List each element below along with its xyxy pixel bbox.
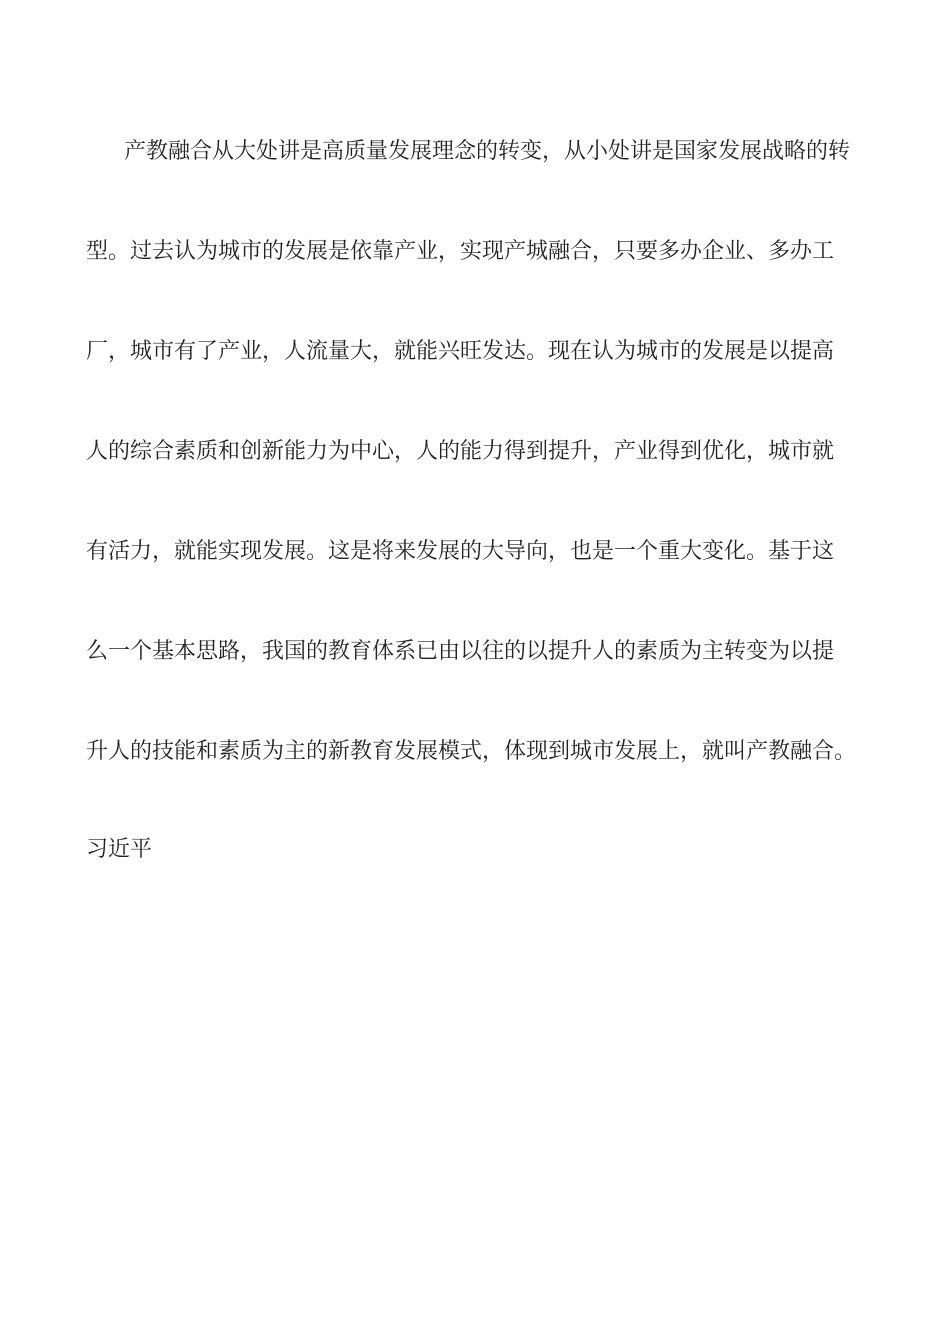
paragraph-line-3: 厂，城市有了产业，人流量大，就能兴旺发达。现在认为城市的发展是以提高 (86, 339, 835, 364)
paragraph-line-2: 型。过去认为城市的发展是依靠产业，实现产城融合，只要多办企业、多办工 (86, 239, 835, 264)
paragraph-line-7: 升人的技能和素质为主的新教育发展模式，体现到城市发展上，就叫产教融合。 (86, 739, 857, 764)
author-signature: 习近平 (86, 837, 153, 862)
paragraph-line-1: 产教融合从大处讲是高质量发展理念的转变，从小处讲是国家发展战略的转 (124, 139, 851, 164)
quote-paragraph (86, 124, 886, 824)
paragraph-line-6: 么一个基本思路，我国的教育体系已由以往的以提升人的素质为主转变为以提 (86, 639, 835, 664)
paragraph-line-4: 人的综合素质和创新能力为中心，人的能力得到提升，产业得到优化，城市就 (86, 439, 835, 464)
paragraph-line-5: 有活力，就能实现发展。这是将来发展的大导向，也是一个重大变化。基于这 (86, 539, 835, 564)
